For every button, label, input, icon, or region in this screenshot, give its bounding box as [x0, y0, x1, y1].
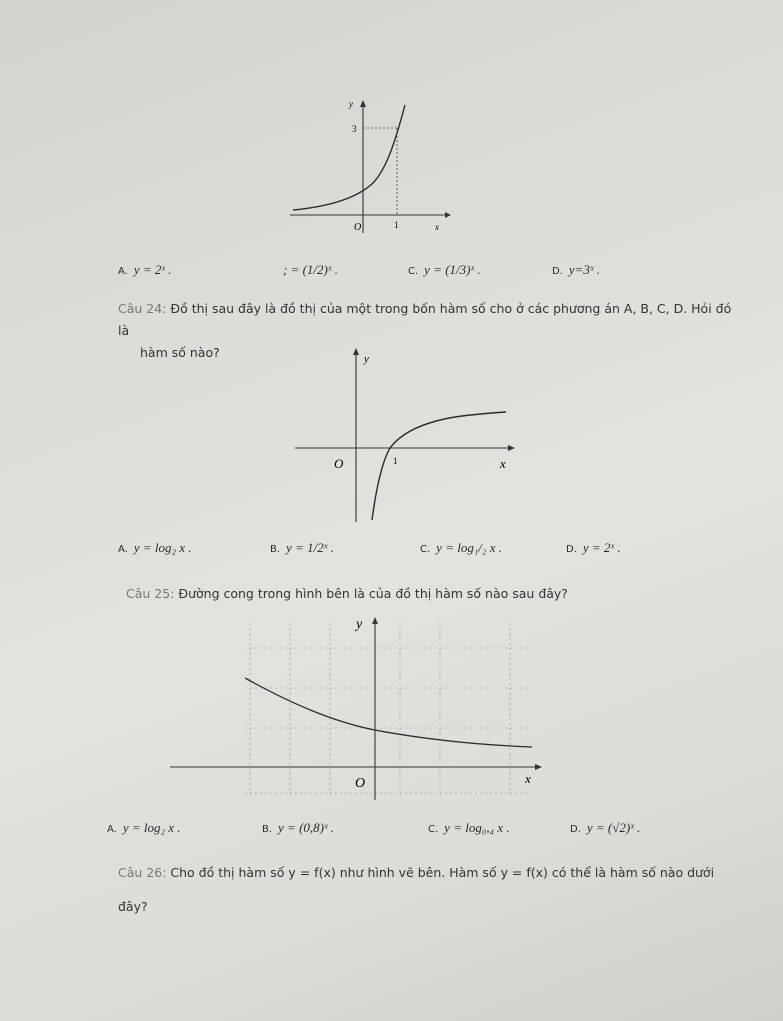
- q24-text-line2: hàm số nào?: [140, 345, 220, 360]
- q25-y-arrow: [372, 617, 378, 624]
- q25-y-label: y: [356, 617, 363, 632]
- q25-option-b-expr: y = (0,8)ˣ .: [278, 820, 335, 835]
- q24-y-label: y: [364, 353, 369, 365]
- q25-x-arrow: [535, 764, 542, 770]
- q24-option-d[interactable]: [566, 540, 621, 556]
- q25-graph: [170, 608, 545, 803]
- q23-option-d[interactable]: [552, 262, 600, 278]
- q23-x-tick: 1: [394, 220, 399, 230]
- q24-option-a[interactable]: [118, 540, 192, 556]
- q24-x-label: x: [500, 456, 506, 471]
- q23-option-a[interactable]: [118, 262, 172, 278]
- q23-y-tick: 3: [352, 124, 357, 134]
- q23-option-b[interactable]: [283, 262, 338, 278]
- q24-option-a-expr: y = log₂ x .: [133, 540, 192, 555]
- q24-option-d-label: D.: [566, 544, 577, 555]
- q23-x-arrow: [445, 212, 451, 218]
- q25-option-b-label: B.: [262, 824, 273, 835]
- q24-number: Câu 24:: [118, 301, 167, 316]
- q23-option-b-expr: ; = (1/2)ˣ .: [283, 262, 339, 277]
- q24-option-b-expr: y = 1/2ˣ .: [286, 540, 334, 555]
- q23-option-d-label: D.: [552, 266, 563, 277]
- q25-question: [126, 583, 686, 605]
- q26-number: Câu 26:: [118, 865, 167, 880]
- q23-y-arrow: [360, 100, 366, 107]
- q25-grid: [245, 623, 530, 798]
- q26-text-line1: Cho đồ thị hàm số y = f(x) như hình vẽ bên. Hàm số y = f(x) có thể là hàm số nào dưới: [170, 865, 715, 880]
- q24-option-a-label: A.: [118, 544, 128, 555]
- q24-x-arrow: [508, 445, 515, 451]
- q24-curve: [372, 412, 506, 520]
- q23-option-c[interactable]: [408, 262, 481, 278]
- q25-option-c[interactable]: [428, 820, 510, 836]
- q26-text-line2: đây?: [118, 899, 148, 914]
- q24-option-b-label: B.: [270, 544, 281, 555]
- q25-number: Câu 25:: [126, 586, 175, 601]
- q23-option-a-expr: y = 2ˣ .: [133, 262, 172, 277]
- q23-option-d-expr: y=3ˣ .: [568, 262, 601, 277]
- q25-option-b[interactable]: [262, 820, 334, 836]
- q25-option-c-expr: y = log₀,₄ x .: [444, 820, 510, 835]
- q25-option-a-label: A.: [107, 824, 117, 835]
- q24-line1: [118, 298, 738, 342]
- q23-curve: [293, 105, 405, 210]
- q25-text: Đường cong trong hình bên là của đồ thị hàm số nào sau đây?: [178, 586, 568, 601]
- q24-option-c[interactable]: [420, 540, 502, 556]
- q23-origin: O: [354, 222, 362, 233]
- q24-option-d-expr: y = 2ˣ .: [582, 540, 621, 555]
- q25-origin: O: [355, 776, 366, 791]
- q25-option-d-expr: y = (√2)ˣ .: [586, 820, 641, 835]
- q26-question: [118, 862, 758, 918]
- q24-graph: [290, 340, 520, 525]
- q25-option-a[interactable]: [107, 820, 181, 836]
- q23-x-label: x: [435, 222, 439, 232]
- q26-line1: [118, 862, 758, 884]
- q25-curve: [245, 678, 532, 747]
- q25-option-d-label: D.: [570, 824, 581, 835]
- q24-y-arrow: [353, 348, 359, 355]
- q25-x-label: x: [525, 771, 531, 786]
- q24-option-c-expr: y = log₁/₂ x .: [436, 540, 502, 555]
- q24-x-tick: 1: [393, 456, 398, 466]
- q23-graph: [285, 95, 455, 240]
- q24-option-c-label: C.: [420, 544, 431, 555]
- q25-option-c-label: C.: [428, 824, 439, 835]
- q24-text-line1: Đồ thị sau đây là đồ thị của một trong bốn hàm số cho ở các phương án A, B, C, D. Hỏi đó là: [118, 301, 732, 338]
- q23-option-c-expr: y = (1/3)ˣ .: [424, 262, 481, 277]
- q25-option-a-expr: y = log₂ x .: [122, 820, 181, 835]
- q23-option-c-label: C.: [408, 266, 419, 277]
- q23-option-a-label: A.: [118, 266, 128, 277]
- q24-option-b[interactable]: [270, 540, 334, 556]
- q25-option-d[interactable]: [570, 820, 640, 836]
- q23-y-label: y: [349, 99, 353, 109]
- q24-origin: O: [334, 456, 344, 471]
